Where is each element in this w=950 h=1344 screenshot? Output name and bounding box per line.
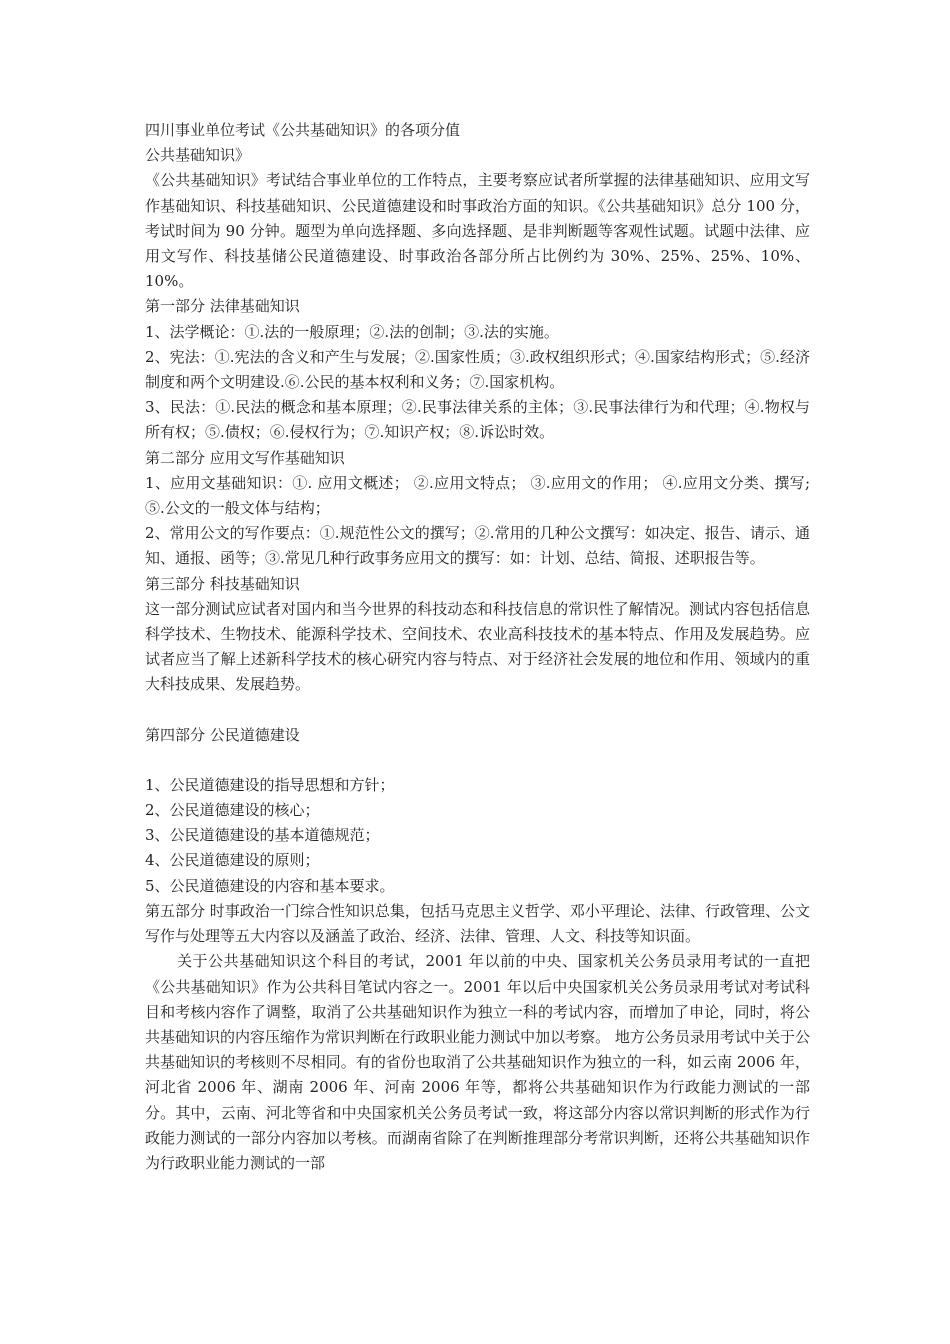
part4-item: 3、公民道德建设的基本道德规范； — [145, 826, 380, 845]
part4-heading: 第四部分 公民道德建设 — [145, 725, 300, 744]
part2-heading: 第二部分 应用文写作基础知识 — [145, 448, 345, 467]
part2-item: 1、应用文基础知识：①. 应用文概述； ②.应用文特点； ③.应用文的作用； ④.应用文分类、撰写; ⑤.公文的一般文体与结构； — [145, 473, 810, 518]
part1-item: 1、法学概论：①.法的一般原理；②.法的创制；③.法的实施。 — [145, 322, 559, 341]
document-page — [145, 118, 810, 1176]
part4-item: 1、公民道德建设的指导思想和方针； — [145, 775, 395, 794]
spacer — [145, 698, 810, 723]
document-subtitle: 公共基础知识》 — [145, 146, 251, 165]
closing-paragraph: 关于公共基础知识这个科目的考试，2001 年以前的中央、国家机关公务员录用考试的一直把《公共基础知识》作为公共科目笔试内容之一。2001 年以后中央国家机关公务员录用考试对考试科目和考核内容作了调整，取消了公共基础知识作为独立一科的考试内容，而增加了申论，同时，将公共基础知识的内容压缩作为常识判断在行政职业能力测试中加以考察。 地方公务员录用考试中关于公共基础知识的考核则不尽相同。有的省份也取消了公共基础知识作为独立的一科，如云南 2006 年，河北省 2006 年、湖南 2006 年、河南 2006 年等，都将公共基础知识作为行政能力测试的一部分。其中，云南、河北等省和中央国家机关公务员考试一致，将这部分内容以常识判断的形式作为行政能力测试的一部分内容加以考核。而湖南省除了在判断推理部分考常识判断，还将公共基础知识作为行政职业能力测试的一部 — [145, 952, 810, 1172]
part3-body: 这一部分测试应试者对国内和当今世界的科技动态和科技信息的常识性了解情况。测试内容包括信息科学技术、生物技术、能源科学技术、空间技术、农业高科技技术的基本特点、作用及发展趋势。应试者应当了解上述新科学技术的核心研究内容与特点、对于经济社会发展的地位和作用、领域内的重大科技成果、发展趋势。 — [145, 599, 810, 694]
part1-heading: 第一部分 法律基础知识 — [145, 297, 300, 316]
part1-item: 2、宪法：①.宪法的含义和产生与发展；②.国家性质；③.政权组织形式；④.国家结构形式；⑤.经济制度和两个文明建设.⑥.公民的基本权利和义务；⑦.国家机构。 — [145, 347, 810, 392]
part4-item: 4、公民道德建设的原则； — [145, 851, 320, 870]
part4-item: 5、公民道德建设的内容和基本要求。 — [145, 876, 395, 895]
part2-item: 2、常用公文的写作要点：①.规范性公文的撰写；②.常用的几种公文撰写：如决定、报告、请示、通知、通报、函等；③.常见几种行政事务应用文的撰写：如：计划、总结、简报、述职报告等。 — [145, 524, 810, 568]
part5-paragraph: 第五部分 时事政治一门综合性知识总集，包括马克思主义哲学、邓小平理论、法律、行政管理、公文写作与处理等五大内容以及涵盖了政治、经济、法律、管理、人文、科技等知识面。 — [145, 901, 810, 946]
intro-paragraph: 《公共基础知识》考试结合事业单位的工作特点，主要考察应试者所掌握的法律基础知识、应用文写作基础知识、科技基础知识、公民道德建设和时事政治方面的知识。《公共基础知识》总分 100 分，考试时间为 90 分钟。题型为单向选择题、多向选择题、是非判断题等客观性试题。试题中法律、应用文写作、科技基储公民道德建设、时事政治各部分所占比例约为 30%、25%、25%、10%、10%。 — [145, 171, 810, 291]
document-title: 四川事业单位考试《公共基础知识》的各项分值 — [145, 121, 461, 139]
spacer — [145, 748, 810, 773]
part3-heading: 第三部分 科技基础知识 — [145, 574, 300, 593]
part4-item: 2、公民道德建设的核心； — [145, 801, 320, 820]
part1-item: 3、民法：①.民法的概念和基本原理；②.民事法律关系的主体；③.民事法律行为和代理；④.物权与所有权；⑤.债权；⑥.侵权行为；⑦.知识产权；⑧.诉讼时效。 — [145, 398, 810, 442]
